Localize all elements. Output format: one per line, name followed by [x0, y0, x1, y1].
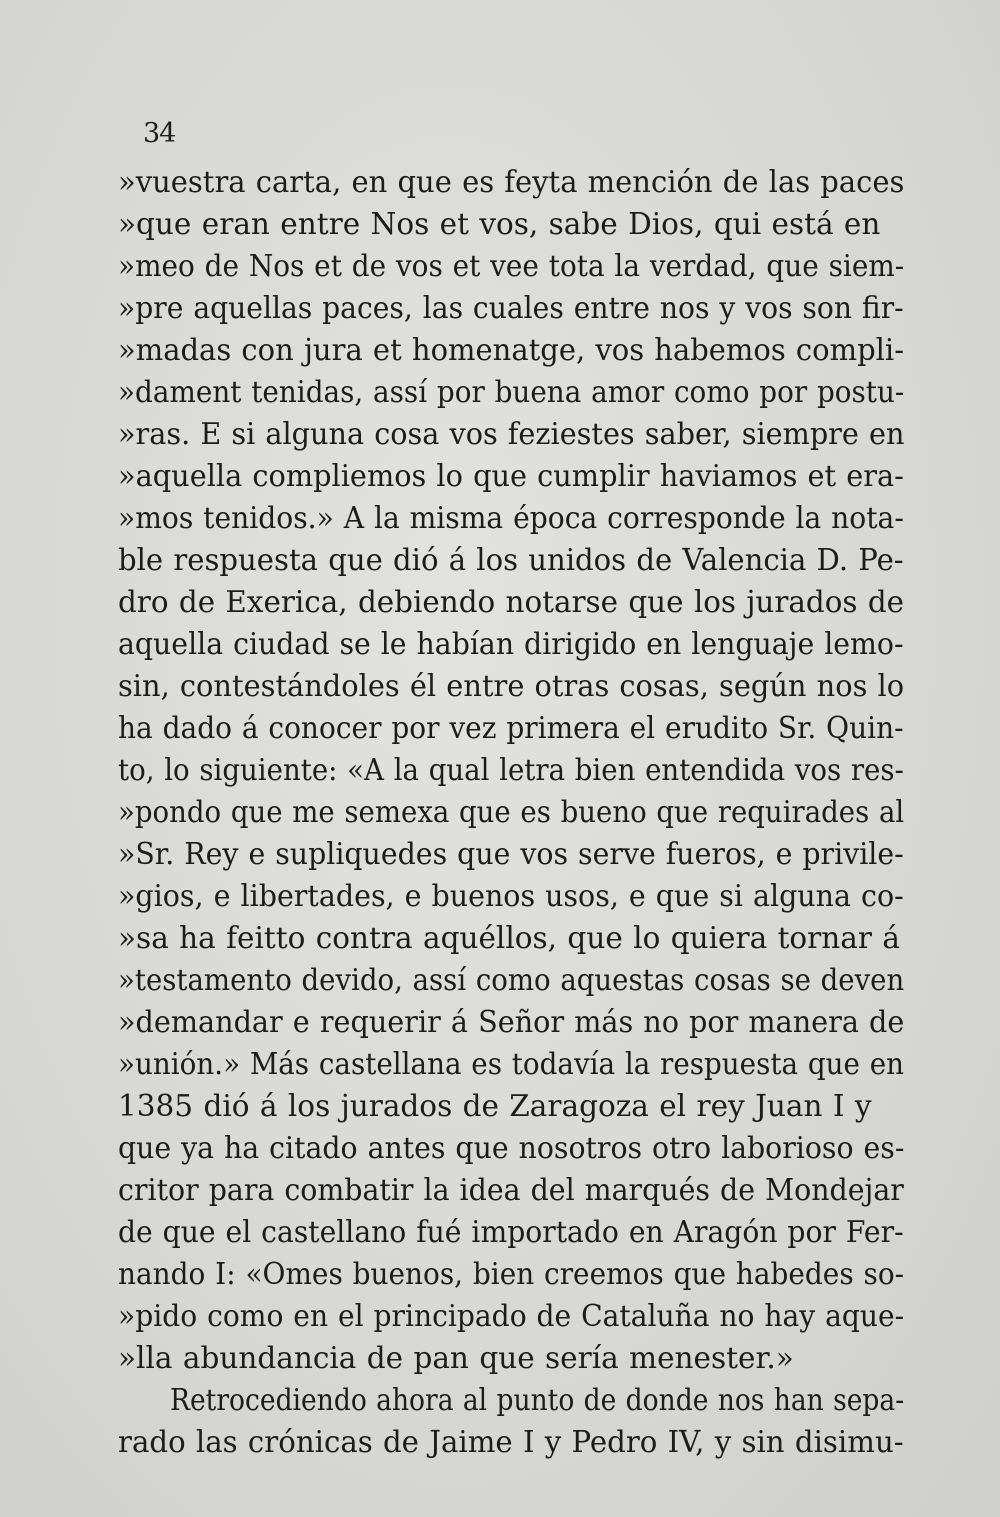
- page-number: 34: [143, 118, 176, 149]
- text-line: ble respuesta que dió á los unidos de Valencia D. Pe-: [118, 543, 904, 577]
- text-line: »vuestra carta, en que es feyta mención de las paces: [118, 165, 905, 199]
- text-line: »ras. E si alguna cosa vos feziestes saber, siempre en: [118, 417, 905, 451]
- text-line: to, lo siguiente: «A la qual letra bien entendida vos res-: [118, 753, 904, 787]
- text-line: »dament tenidas, assí por buena amor como por postu-: [118, 375, 905, 409]
- text-line: »Sr. Rey e supliquedes que vos serve fueros, e privile-: [118, 837, 904, 871]
- text-line: »sa ha feitto contra aquéllos, que lo quiera tornar á: [118, 921, 900, 955]
- text-line: 1385 dió á los jurados de Zaragoza el rey Juan I y: [118, 1089, 872, 1123]
- text-line: ha dado á conocer por vez primera el erudito Sr. Quin-: [118, 711, 904, 745]
- text-line: sin, contestándoles él entre otras cosas, según nos lo: [118, 669, 905, 703]
- text-line: »pondo que me semexa que es bueno que requirades al: [118, 795, 905, 829]
- text-line: »unión.» Más castellana es todavía la respuesta que en: [118, 1047, 905, 1081]
- text-line: »testamento devido, assí como aquestas cosas se deven: [118, 963, 905, 997]
- text-line: nando I: «Omes buenos, bien creemos que habedes so-: [118, 1257, 905, 1291]
- text-line: »meo de Nos et de vos et vee tota la verdad, que siem-: [118, 249, 905, 283]
- text-line: dro de Exerica, debiendo notarse que los jurados de: [118, 585, 905, 619]
- text-line: »pido como en el principado de Cataluña no hay aque-: [118, 1299, 905, 1333]
- text-line: »mos tenidos.» A la misma época corresponde la nota-: [118, 501, 904, 535]
- text-line: »aquella compliemos lo que cumplir haviamos et era-: [118, 459, 904, 493]
- text-line: critor para combatir la idea del marqués de Mondejar: [118, 1173, 904, 1207]
- text-line: »lla abundancia de pan que sería menester.»: [118, 1341, 794, 1375]
- text-line: que ya ha citado antes que nosotros otro laborioso es-: [118, 1131, 905, 1165]
- text-line: »que eran entre Nos et vos, sabe Dios, qui está en: [118, 207, 881, 241]
- paragraph-start-line: Retrocediendo ahora al punto de donde nos han sepa-: [170, 1383, 905, 1417]
- text-line: »demandar e requerir á Señor más no por manera de: [118, 1005, 905, 1039]
- text-line: »gios, e libertades, e buenos usos, e que si alguna co-: [118, 879, 904, 913]
- text-line: de que el castellano fué importado en Aragón por Fer-: [118, 1215, 904, 1249]
- text-line: aquella ciudad se le habían dirigido en lenguaje lemo-: [118, 627, 904, 661]
- text-line: »madas con jura et homenatge, vos habemos compli-: [118, 333, 904, 367]
- text-line: »pre aquellas paces, las cuales entre nos y vos son fir-: [118, 291, 904, 325]
- text-line: rado las crónicas de Jaime I y Pedro IV, y sin disimu-: [118, 1425, 904, 1459]
